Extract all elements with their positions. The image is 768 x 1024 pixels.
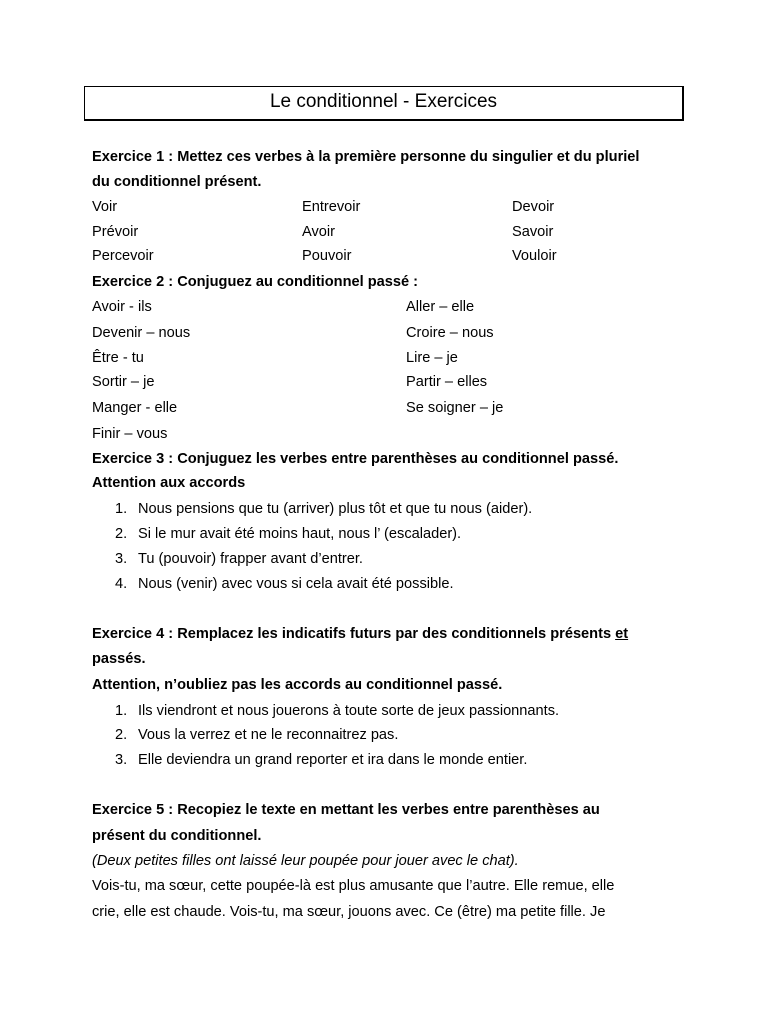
exercise-1-heading-cont: du conditionnel présent. <box>92 174 262 190</box>
verb-cell: Pouvoir <box>302 248 352 264</box>
exercise-5-text: Vois-tu, ma sœur, cette poupée-là est plus amusante que l’autre. Elle remue, elle <box>92 878 615 894</box>
page-title: Le conditionnel - Exercices <box>84 86 684 121</box>
exercise-4-attention: Attention, n’oubliez pas les accords au conditionnel passé. <box>92 677 503 693</box>
list-item: Si le mur avait été moins haut, nous l’ (escalader). <box>138 526 462 542</box>
verb-pair: Croire – nous <box>406 325 494 341</box>
list-number: 1. <box>115 501 128 517</box>
list-number: 3. <box>115 752 128 768</box>
exercise-4-heading <box>92 626 628 642</box>
list-number: 2. <box>115 727 128 743</box>
list-item: Vous la verrez et ne le reconnaitrez pas. <box>138 727 399 743</box>
list-item: Nous pensions que tu (arriver) plus tôt et que tu nous (aider). <box>138 501 533 517</box>
verb-pair: Sortir – je <box>92 374 155 390</box>
exercise-4-heading-text: Exercice 4 : Remplacez les indicatifs futurs par des conditionnels présents <box>92 626 616 642</box>
list-number: 2. <box>115 526 128 542</box>
exercise-5-intro: (Deux petites filles ont laissé leur poupée pour jouer avec le chat). <box>92 853 519 869</box>
list-number: 1. <box>115 703 128 719</box>
underlined-word: et <box>615 626 629 642</box>
verb-cell: Voir <box>92 199 118 215</box>
verb-cell: Vouloir <box>512 248 557 264</box>
exercise-5-heading: Exercice 5 : Recopiez le texte en mettant les verbes entre parenthèses au <box>92 802 600 818</box>
exercise-1-heading: Exercice 1 : Mettez ces verbes à la première personne du singulier et du pluriel <box>92 149 640 165</box>
list-item: Nous (venir) avec vous si cela avait été possible. <box>138 576 454 592</box>
exercise-3-heading-cont: Attention aux accords <box>92 475 246 491</box>
verb-cell: Savoir <box>512 224 554 240</box>
exercise-3-heading: Exercice 3 : Conjuguez les verbes entre parenthèses au conditionnel passé. <box>92 451 619 467</box>
list-item: Tu (pouvoir) frapper avant d’entrer. <box>138 551 363 567</box>
list-number: 3. <box>115 551 128 567</box>
exercise-2-heading: Exercice 2 : Conjuguez au conditionnel passé : <box>92 274 419 290</box>
verb-pair: Avoir - ils <box>92 299 152 315</box>
verb-pair: Devenir – nous <box>92 325 191 341</box>
verb-pair: Être - tu <box>92 350 144 366</box>
verb-pair: Partir – elles <box>406 374 488 390</box>
verb-cell: Devoir <box>512 199 555 215</box>
exercise-4-heading-cont: passés. <box>92 651 146 667</box>
verb-cell: Percevoir <box>92 248 154 264</box>
verb-pair: Finir – vous <box>92 426 168 442</box>
verb-pair: Se soigner – je <box>406 400 504 416</box>
verb-pair: Aller – elle <box>406 299 475 315</box>
list-item: Elle deviendra un grand reporter et ira dans le monde entier. <box>138 752 528 768</box>
exercise-5-heading-cont: présent du conditionnel. <box>92 828 262 844</box>
list-item: Ils viendront et nous jouerons à toute sorte de jeux passionnants. <box>138 703 560 719</box>
list-number: 4. <box>115 576 128 592</box>
verb-pair: Lire – je <box>406 350 458 366</box>
verb-pair: Manger - elle <box>92 400 178 416</box>
verb-cell: Avoir <box>302 224 335 240</box>
verb-cell: Entrevoir <box>302 199 361 215</box>
verb-cell: Prévoir <box>92 224 139 240</box>
exercise-5-text: crie, elle est chaude. Vois-tu, ma sœur, jouons avec. Ce (être) ma petite fille. Je <box>92 904 606 920</box>
